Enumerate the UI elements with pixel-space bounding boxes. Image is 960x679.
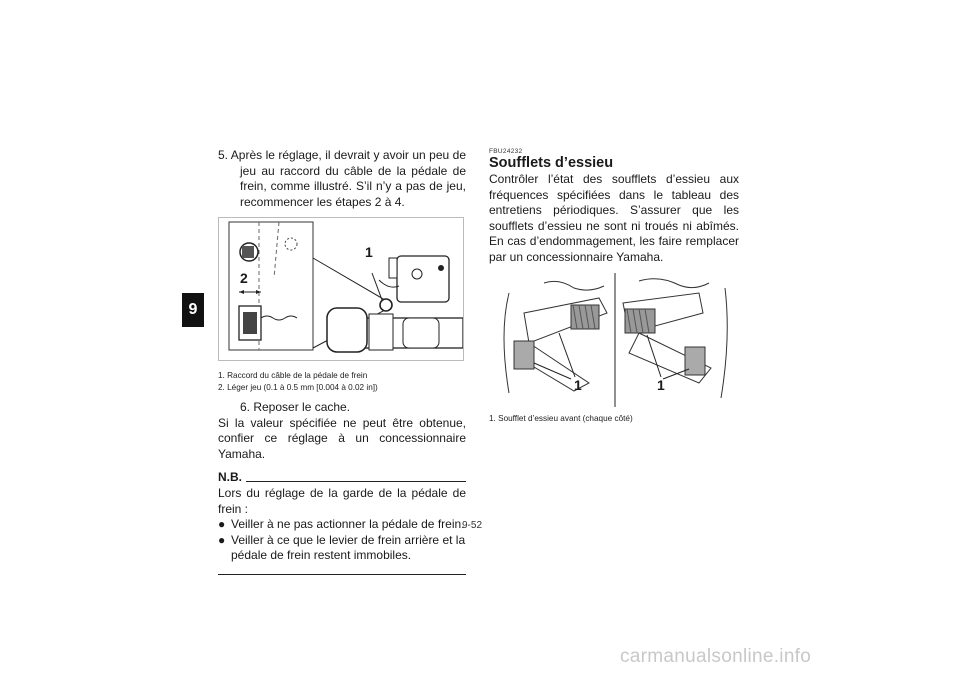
brake-cable-figure <box>218 217 464 361</box>
right-column <box>489 148 739 425</box>
chapter-tab: 9 <box>182 293 204 327</box>
figure-caption-1: 1. Raccord du câble de la pédale de frein <box>218 371 368 380</box>
axle-boot-illustration <box>489 273 735 407</box>
figure-label-left: 1 <box>574 377 582 393</box>
figure-label-1: 1 <box>365 244 373 260</box>
watermark: carmanualsonline.info <box>620 646 812 667</box>
nb-title: N.B. <box>218 470 242 484</box>
paragraph: Si la valeur spécifiée ne peut être obtenue, confier ce réglage à un concessionnaire Yamaha. <box>218 415 466 461</box>
page-number: 9-52 <box>462 520 483 531</box>
nb-end-rule <box>218 574 466 575</box>
figure-label-2: 2 <box>240 270 248 286</box>
step-6: 6. Reposer le cache. <box>240 400 351 414</box>
section-title: Soufflets d’essieu <box>489 155 614 171</box>
section-code: FBU24232 <box>489 148 523 155</box>
section-paragraph: Contrôler l’état des soufflets d’essieu aux fréquences spécifiées dans le tableau des entretiens périodiques. S’assurer que les soufflets d’essieu ne sont ni troués ni abîmés. En cas d’endommagement, les faire remplacer par un concessionnaire Yamaha. <box>489 172 739 264</box>
figure-caption-2: 2. Léger jeu (0.1 à 0.5 mm [0.004 à 0.02 in]) <box>218 383 378 392</box>
step-5: 5. Après le réglage, il devrait y avoir un peu de jeu au raccord du câble de la pédale de frein, comme illustré. S’il n’y a pas de jeu, recommencer les étapes 2 à 4. <box>218 148 466 209</box>
left-column <box>218 148 466 575</box>
nb-bullet: ● Veiller à ne pas actionner la pédale de frein. <box>218 517 465 531</box>
axle-figure-caption: 1. Soufflet d’essieu avant (chaque côté) <box>489 414 633 423</box>
bullet-dot-icon: ● <box>218 532 226 547</box>
bullet-dot-icon: ● <box>218 517 226 531</box>
brake-cable-illustration <box>219 218 463 360</box>
figure-label-right: 1 <box>657 377 665 393</box>
nb-intro: Lors du réglage de la garde de la pédale de frein : <box>218 486 466 516</box>
nb-bullet: ● Veiller à ce que le levier de frein arrière et la pédale de frein restent immobiles. <box>218 532 466 562</box>
axle-boot-figure <box>489 273 735 407</box>
nb-heading <box>218 470 466 484</box>
